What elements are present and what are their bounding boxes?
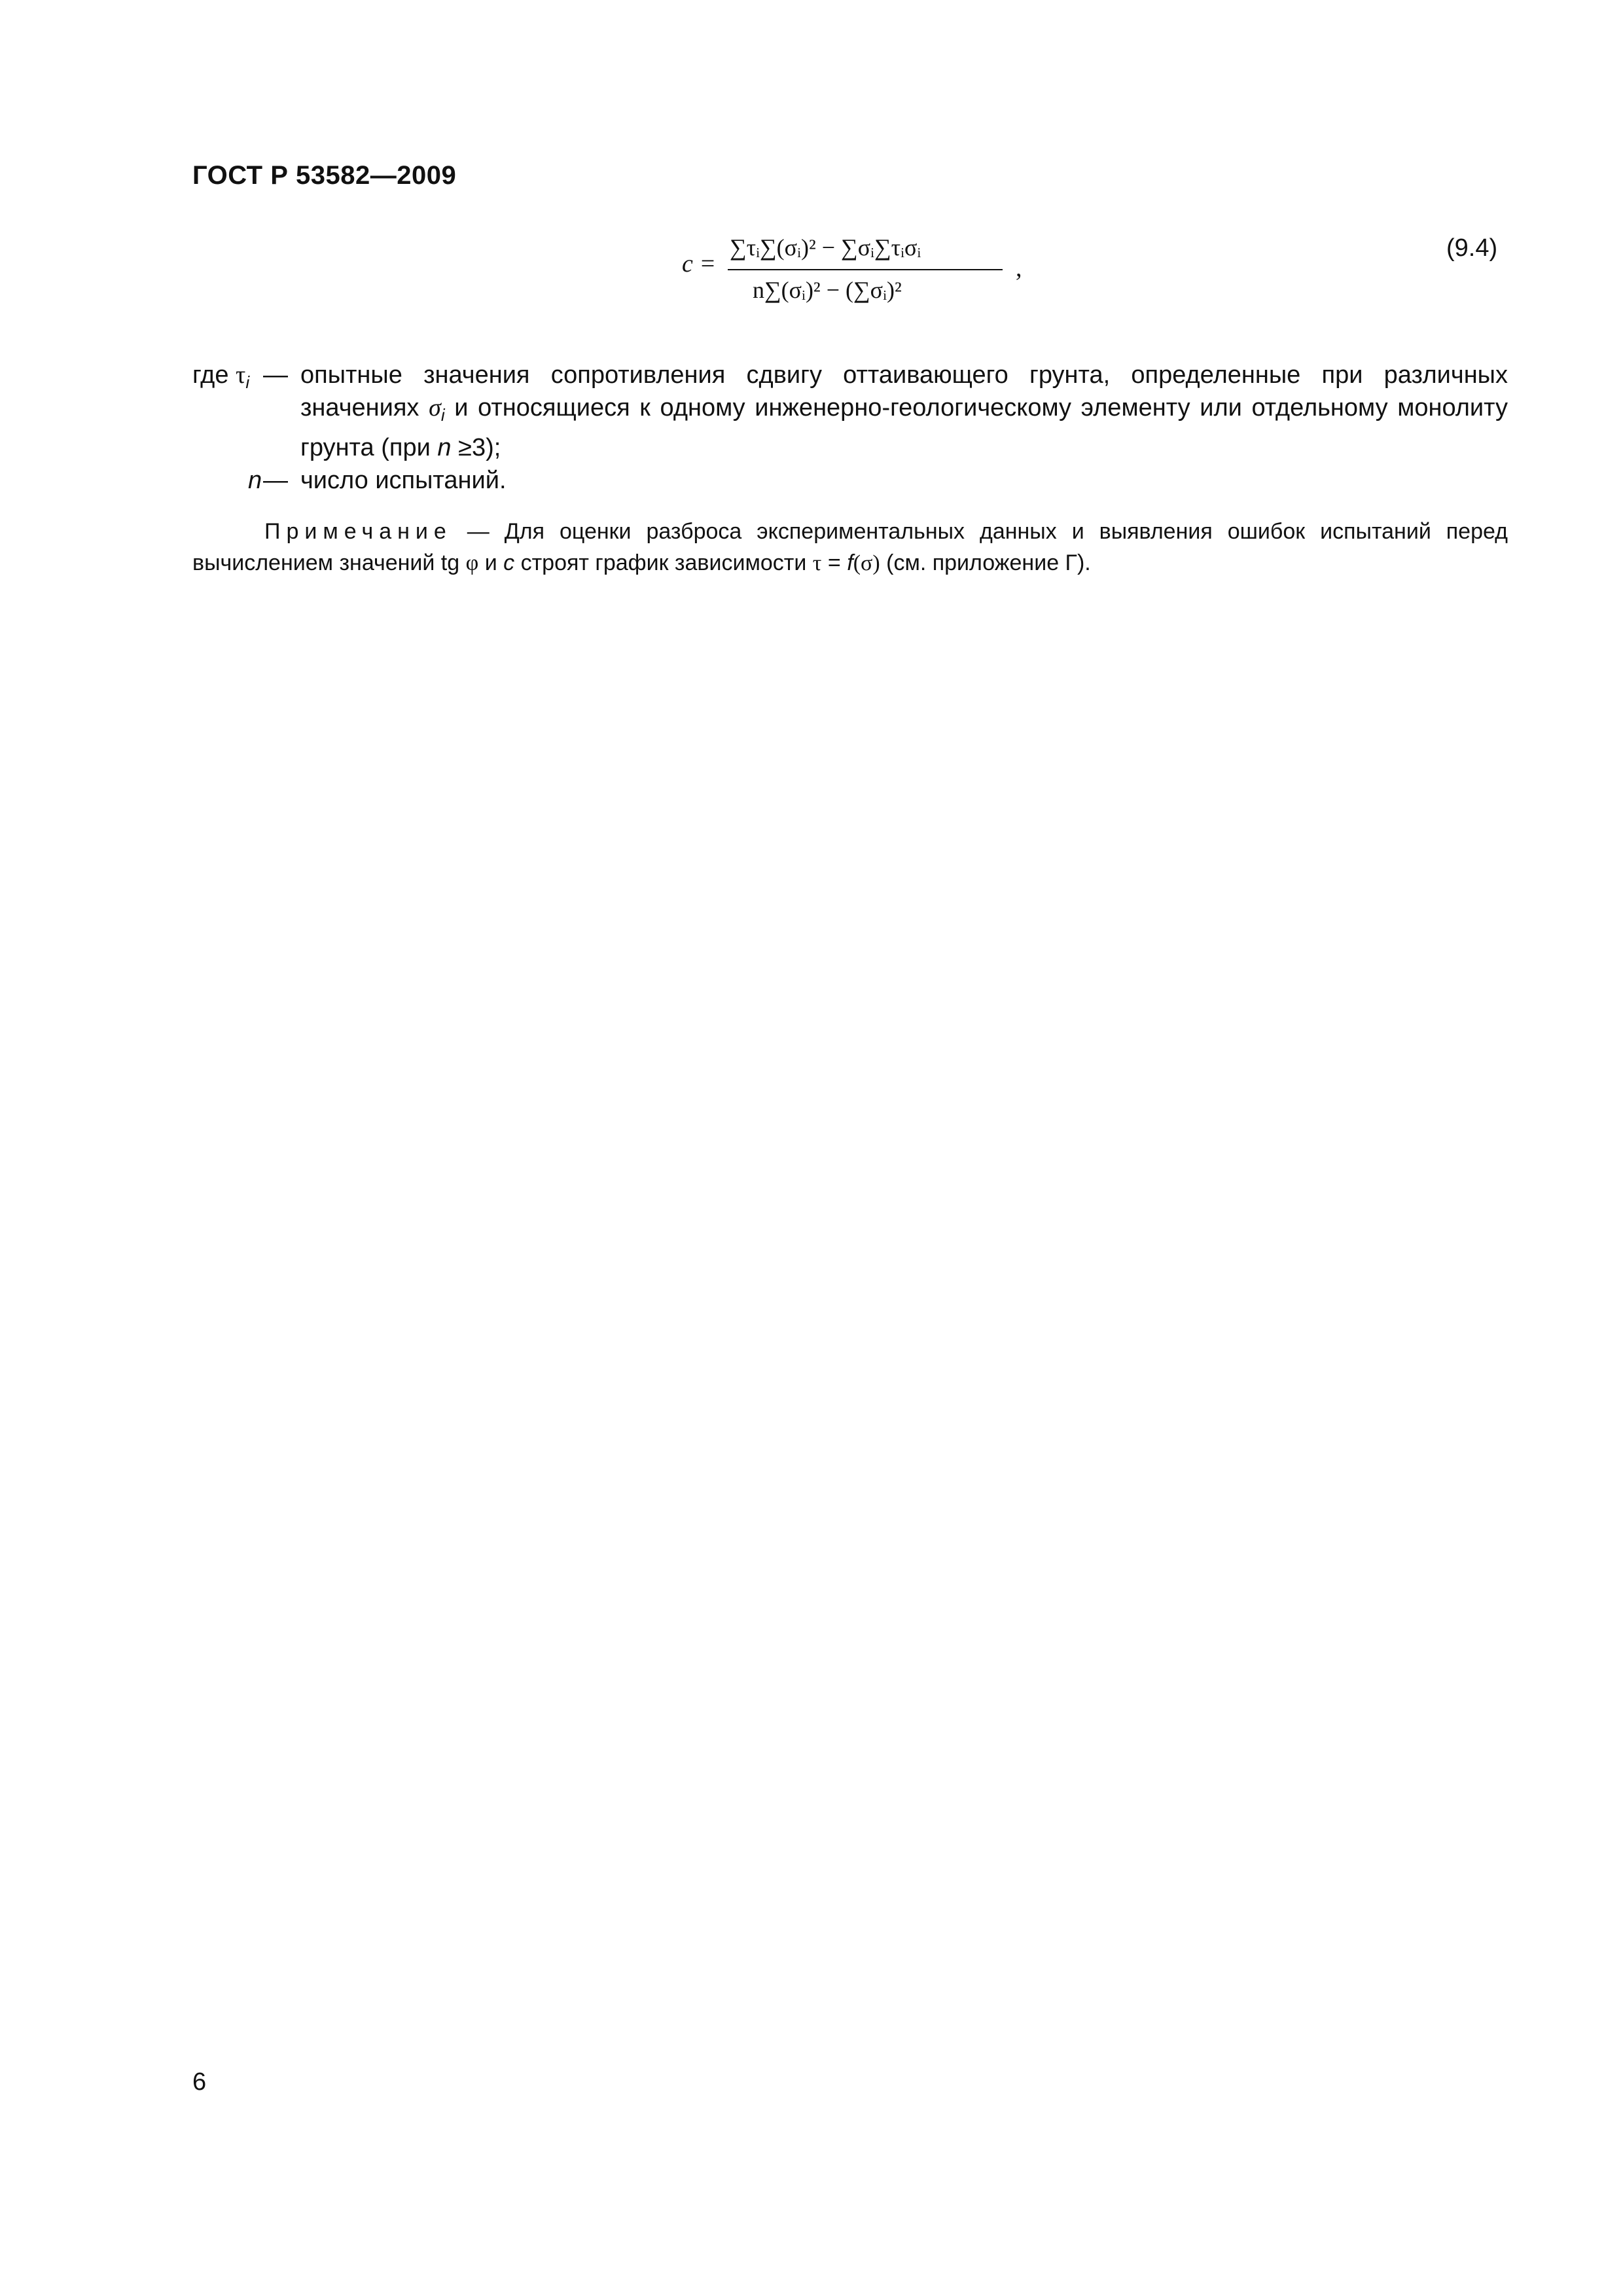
sigma-subscript: i — [440, 405, 445, 425]
phi-symbol: φ — [465, 551, 479, 575]
definition-dash: — — [263, 467, 288, 494]
definition-dash: — — [263, 361, 288, 389]
n-symbol: n — [248, 467, 262, 494]
tau-symbol: τ — [812, 551, 822, 575]
definition-text: число испытаний. — [300, 467, 507, 494]
tau-subscript: i — [245, 372, 250, 392]
where-word: где — [192, 361, 229, 389]
definition-prefix — [192, 359, 249, 399]
page-number: 6 — [192, 2068, 207, 2096]
sigma-symbol: σ — [429, 394, 441, 422]
formula-denominator: n∑(σᵢ)² − (∑σᵢ)² — [753, 277, 902, 303]
note-dash: — — [467, 519, 490, 544]
note-text-part3: (см. приложение Г). — [886, 550, 1091, 575]
c-variable: c — [503, 550, 515, 575]
definition-tau — [192, 359, 1508, 464]
sigma-argument: (σ) — [853, 551, 880, 575]
definition-text — [300, 359, 1508, 464]
formula-lhs: c = — [682, 250, 717, 278]
note-text-part1: Для оценки разброса экспериментальных данных и выявления ошибок испытаний перед вычислением значений tg — [192, 519, 1508, 575]
note-paragraph — [192, 516, 1508, 579]
definition-text-part1: опытные значения сопротивления сдвигу оттаивающего грунта, определенные при различных значениях — [300, 361, 1508, 422]
n-condition: ≥3); — [458, 434, 501, 461]
note-text-part2: строят график зависимости — [520, 550, 807, 575]
definition-n — [192, 464, 1508, 497]
equation-number: (9.4) — [1446, 234, 1498, 262]
note-label: Примечание — [264, 519, 452, 544]
f-function: f — [847, 550, 853, 575]
definitions-list — [192, 359, 1508, 497]
note-and: и — [484, 550, 497, 575]
formula-9-4 — [668, 223, 1073, 321]
tau-symbol: τ — [236, 361, 246, 389]
definition-text-part2: и относящиеся к одному инженерно-геологическому элементу или отдельному монолиту грунта (при — [300, 394, 1508, 461]
formula-comma: , — [1016, 255, 1022, 282]
equals-sign: = — [827, 550, 841, 575]
n-variable: n — [437, 434, 452, 461]
document-header: ГОСТ Р 53582—2009 — [192, 161, 457, 190]
formula-numerator: ∑τᵢ∑(σᵢ)² − ∑σᵢ∑τᵢσᵢ — [730, 234, 921, 260]
